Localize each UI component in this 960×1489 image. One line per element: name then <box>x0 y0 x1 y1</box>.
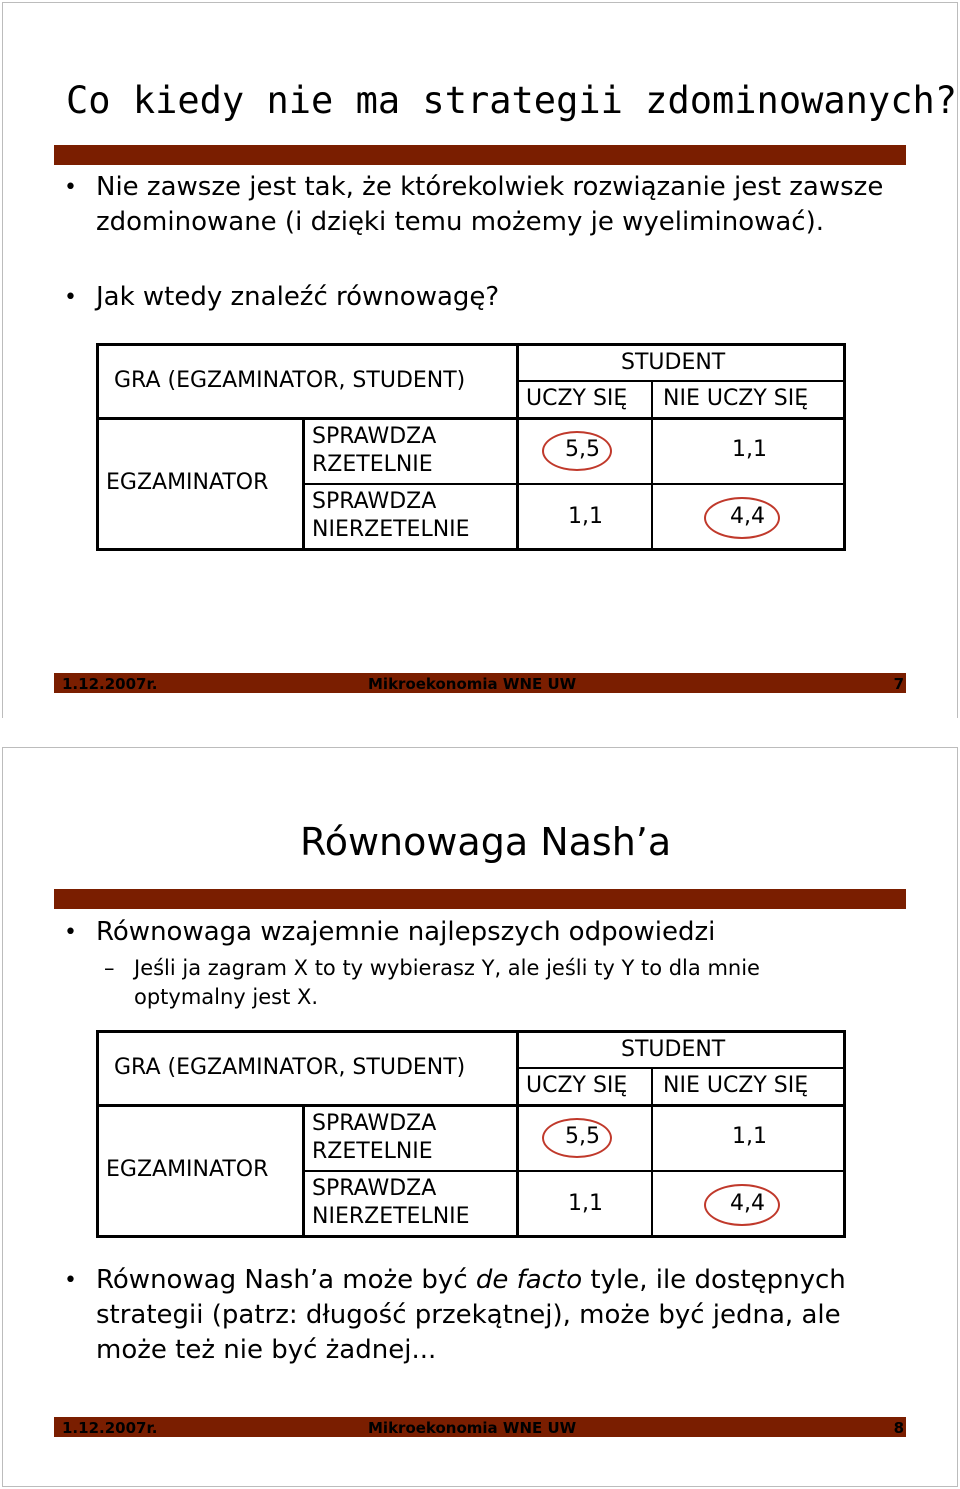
bullet-icon: • <box>64 920 77 945</box>
footer-page: 8 <box>893 1419 904 1437</box>
dash-icon: – <box>104 956 115 980</box>
slide-8 <box>0 745 960 1489</box>
bullet-text: Jak wtedy znaleźć równowagę? <box>96 282 500 312</box>
col-strategy-1: UCZY SIĘ <box>526 386 628 411</box>
bullet-text: Nie zawsze jest tak, że którekolwiek rozwiązanie jest zawsze zdominowane (i dzięki temu możemy je wyeliminować). <box>96 172 884 237</box>
game-label: GRA (EGZAMINATOR, STUDENT) <box>114 1055 466 1080</box>
payoff-cell: 5,5 <box>565 437 600 462</box>
col-strategy-2: NIE UCZY SIĘ <box>663 386 809 411</box>
row-strategy-1-line1: SPRAWDZA <box>312 424 437 449</box>
footer-course: Mikroekonomia WNE UW <box>368 675 577 693</box>
row-strategy-2-line1: SPRAWDZA <box>312 1176 437 1201</box>
table-divider <box>651 380 653 551</box>
bullet-text-part: Równowag Nash’a może być <box>96 1265 476 1295</box>
bullet-item <box>64 915 904 950</box>
row-strategy-2-line2: NIERZETELNIE <box>312 1204 470 1229</box>
footer-date: 1.12.2007r. <box>62 675 158 693</box>
slide-title: Co kiedy nie ma strategii zdominowanych? <box>66 79 958 122</box>
row-strategy-2-line2: NIERZETELNIE <box>312 517 470 542</box>
bullet-icon: • <box>64 285 77 310</box>
game-table <box>96 1030 844 1238</box>
table-divider <box>519 1067 843 1069</box>
bullet-icon: • <box>64 1268 77 1293</box>
payoff-cell: 4,4 <box>730 1191 765 1216</box>
row-strategy-1-line2: RZETELNIE <box>312 452 433 477</box>
payoff-cell: 1,1 <box>732 1124 767 1149</box>
payoff-cell: 5,5 <box>565 1124 600 1149</box>
footer-course: Mikroekonomia WNE UW <box>368 1419 577 1437</box>
game-table <box>96 343 844 551</box>
slide-footer <box>54 1417 906 1437</box>
table-divider <box>302 1170 846 1172</box>
bullet-text-part: tyle, ile dostępnych strategii (patrz: długość przekątnej), może być jedna, ale może też nie być żadnej... <box>96 1265 846 1365</box>
table-divider <box>651 1067 653 1238</box>
col-player-label: STUDENT <box>621 1037 726 1062</box>
table-divider <box>302 483 846 485</box>
payoff-cell: 4,4 <box>730 504 765 529</box>
sub-bullet-text: Jeśli ja zagram X to ty wybierasz Y, ale jeśli ty Y to dla mnie optymalny jest X. <box>134 956 760 1009</box>
footer-date: 1.12.2007r. <box>62 1419 158 1437</box>
table-divider <box>96 1104 846 1107</box>
table-divider <box>96 417 846 420</box>
row-strategy-2-line1: SPRAWDZA <box>312 489 437 514</box>
row-player-label: EGZAMINATOR <box>106 470 269 495</box>
slide-7 <box>0 0 960 720</box>
col-player-label: STUDENT <box>621 350 726 375</box>
col-strategy-2: NIE UCZY SIĘ <box>663 1073 809 1098</box>
payoff-cell: 1,1 <box>568 504 603 529</box>
bullet-item <box>64 1263 904 1368</box>
table-divider <box>516 343 519 551</box>
bullet-item <box>64 170 904 275</box>
row-strategy-1-line1: SPRAWDZA <box>312 1111 437 1136</box>
payoff-cell: 1,1 <box>732 437 767 462</box>
row-strategy-1-line2: RZETELNIE <box>312 1139 433 1164</box>
slide-footer <box>54 673 906 693</box>
bullet-text <box>96 1263 904 1368</box>
title-rule <box>54 889 906 909</box>
bullet-icon: • <box>64 175 77 200</box>
col-strategy-1: UCZY SIĘ <box>526 1073 628 1098</box>
table-divider <box>516 1030 519 1238</box>
italic-phrase: de facto <box>475 1265 583 1295</box>
title-rule <box>54 145 906 165</box>
footer-page: 7 <box>893 675 904 693</box>
bullet-item <box>64 280 904 315</box>
payoff-cell: 1,1 <box>568 1191 603 1216</box>
row-player-label: EGZAMINATOR <box>106 1157 269 1182</box>
game-label: GRA (EGZAMINATOR, STUDENT) <box>114 368 466 393</box>
slide-title: Równowaga Nash’a <box>300 820 672 864</box>
table-divider <box>519 380 843 382</box>
bullet-text: Równowaga wzajemnie najlepszych odpowiedzi <box>96 917 716 947</box>
sub-bullet-item <box>104 954 864 1014</box>
